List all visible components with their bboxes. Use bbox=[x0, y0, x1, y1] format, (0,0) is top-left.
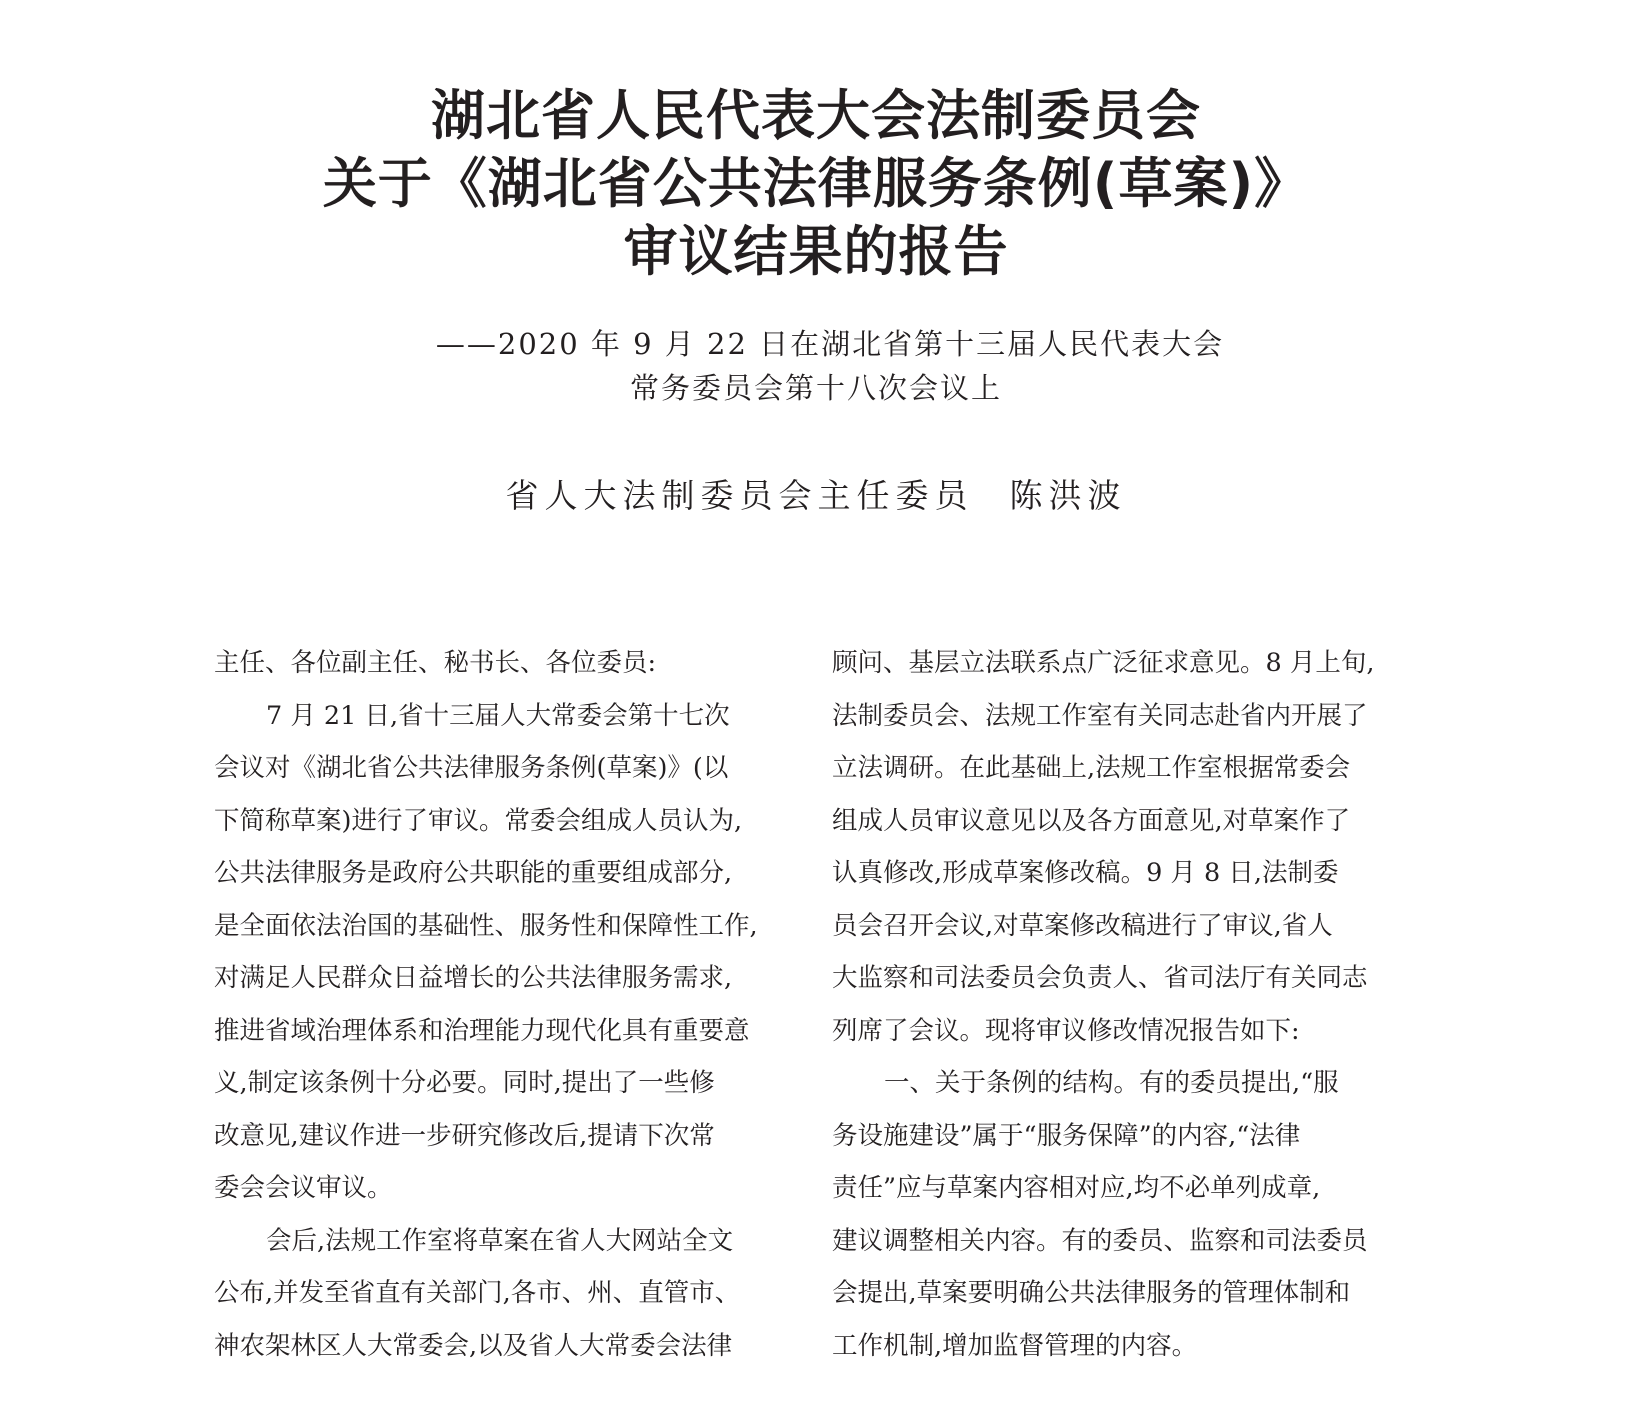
text-line: 会议对《湖北省公共法律服务条例(草案)》(以 bbox=[214, 753, 729, 783]
title-line-3: 审议结果的报告 bbox=[623, 220, 1009, 283]
text-line: 改意见,建议作进一步研究修改后,提请下次常 bbox=[214, 1120, 715, 1151]
title-line-1: 湖北省人民代表大会法制委员会 bbox=[431, 84, 1201, 147]
report-subtitle bbox=[0, 322, 1632, 410]
text-line: 立法调研。在此基础上,法规工作室根据常委会 bbox=[832, 753, 1351, 783]
text-line: 会提出,草案要明确公共法律服务的管理体制和 bbox=[832, 1278, 1351, 1308]
text-line: 务设施建设”属于“服务保障”的内容,“法律 bbox=[832, 1120, 1301, 1151]
text-line: 公布,并发至省直有关部门,各市、州、直管市、 bbox=[214, 1278, 741, 1308]
text-line: 责任”应与草案内容相对应,均不必单列成章, bbox=[832, 1173, 1321, 1203]
text-line: 列席了会议。现将审议修改情况报告如下: bbox=[832, 1015, 1300, 1046]
text-line: 法制委员会、法规工作室有关同志赴省内开展了 bbox=[832, 700, 1368, 731]
text-line: 义,制定该条例十分必要。同时,提出了一些修 bbox=[214, 1068, 715, 1098]
author-role: 省人大法制委员会主任委员 bbox=[505, 476, 974, 515]
author-name: 陈洪波 bbox=[1009, 476, 1127, 515]
subtitle-line-1: ——2020 年 9 月 22 日在湖北省第十三届人民代表大会 bbox=[435, 327, 1225, 361]
text-line: 神农架林区人大常委会,以及省人大常委会法律 bbox=[214, 1330, 733, 1361]
report-title bbox=[0, 82, 1632, 286]
text-line: 7 月 21 日,省十三届人大常委会第十七次 bbox=[266, 700, 730, 731]
subtitle-line-2: 常务委员会第十八次会议上 bbox=[629, 371, 1002, 405]
text-line: 主任、各位副主任、秘书长、各位委员: bbox=[214, 648, 657, 678]
text-line: 对满足人民群众日益增长的公共法律服务需求, bbox=[214, 963, 733, 993]
text-line: 建议调整相关内容。有的委员、监察和司法委员 bbox=[832, 1225, 1368, 1256]
text-line: 员会召开会议,对草案修改稿进行了审议,省人 bbox=[832, 910, 1333, 941]
author-byline bbox=[0, 472, 1632, 520]
text-line: 工作机制,增加监督管理的内容。 bbox=[832, 1330, 1198, 1361]
text-line: 认真修改,形成草案修改稿。9 月 8 日,法制委 bbox=[832, 858, 1339, 888]
text-line: 是全面依法治国的基础性、服务性和保障性工作, bbox=[214, 910, 758, 941]
text-line: 下简称草案)进行了审议。常委会组成人员认为, bbox=[214, 805, 743, 836]
title-line-2: 关于《湖北省公共法律服务条例(草案)》 bbox=[322, 152, 1310, 215]
text-line: 推进省域治理体系和治理能力现代化具有重要意 bbox=[214, 1015, 750, 1046]
body-left-column bbox=[214, 637, 774, 1372]
text-line: 一、关于条例的结构。有的委员提出,“服 bbox=[884, 1068, 1339, 1098]
text-line: 顾问、基层立法联系点广泛征求意见。8 月上旬, bbox=[832, 648, 1375, 678]
body-right-column bbox=[832, 637, 1392, 1372]
text-line: 委会会议审议。 bbox=[214, 1173, 393, 1203]
text-line: 组成人员审议意见以及各方面意见,对草案作了 bbox=[832, 805, 1351, 836]
text-line: 公共法律服务是政府公共职能的重要组成部分, bbox=[214, 858, 733, 888]
text-line: 大监察和司法委员会负责人、省司法厅有关同志 bbox=[832, 963, 1368, 993]
text-line: 会后,法规工作室将草案在省人大网站全文 bbox=[266, 1225, 734, 1256]
